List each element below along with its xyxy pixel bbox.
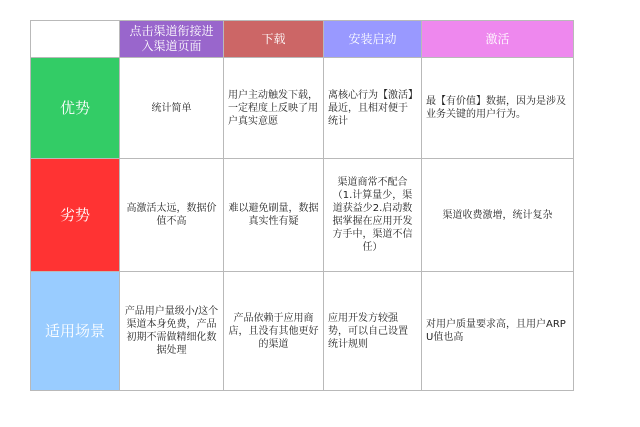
table-cell: 渠道收费激增，统计复杂 <box>422 159 574 272</box>
table-cell: 应用开发方较强势，可以自己设置统计规则 <box>324 272 422 391</box>
col-header-install: 安装启动 <box>324 21 422 58</box>
table-cell: 产品用户量级小/这个渠道本身免费，产品初期不需做精细化数据处理 <box>120 272 224 391</box>
row-header-advantages: 优势 <box>31 58 120 159</box>
col-header-download: 下载 <box>224 21 324 58</box>
col-header-click: 点击渠道衔接进入渠道页面 <box>120 21 224 58</box>
header-row <box>31 21 574 58</box>
table-row-disadvantages <box>31 159 574 272</box>
table-cell: 统计简单 <box>120 58 224 159</box>
table-cell: 渠道商常不配合（1.计算量少，渠道获益少2.启动数据掌握在应用开发方手中，渠道不信任） <box>324 159 422 272</box>
table-cell: 产品依赖于应用商店，且没有其他更好的渠道 <box>224 272 324 391</box>
col-header-activate: 激活 <box>422 21 574 58</box>
table-cell: 最【有价值】数据，因为是涉及业务关键的用户行为。 <box>422 58 574 159</box>
table-cell: 难以避免刷量，数据真实性有疑 <box>224 159 324 272</box>
table-cell: 对用户质量要求高，且用户ARPU值也高 <box>422 272 574 391</box>
row-header-scenarios: 适用场景 <box>31 272 120 391</box>
table-row-scenarios <box>31 272 574 391</box>
row-header-disadvantages: 劣势 <box>31 159 120 272</box>
comparison-table <box>30 20 574 391</box>
table-cell: 用户主动触发下载，一定程度上反映了用户真实意愿 <box>224 58 324 159</box>
table-cell: 离核心行为【激活】最近，且相对便于统计 <box>324 58 422 159</box>
table-row-advantages <box>31 58 574 159</box>
table-cell: 高激活太远，数据价值不高 <box>120 159 224 272</box>
corner-cell <box>31 21 120 58</box>
